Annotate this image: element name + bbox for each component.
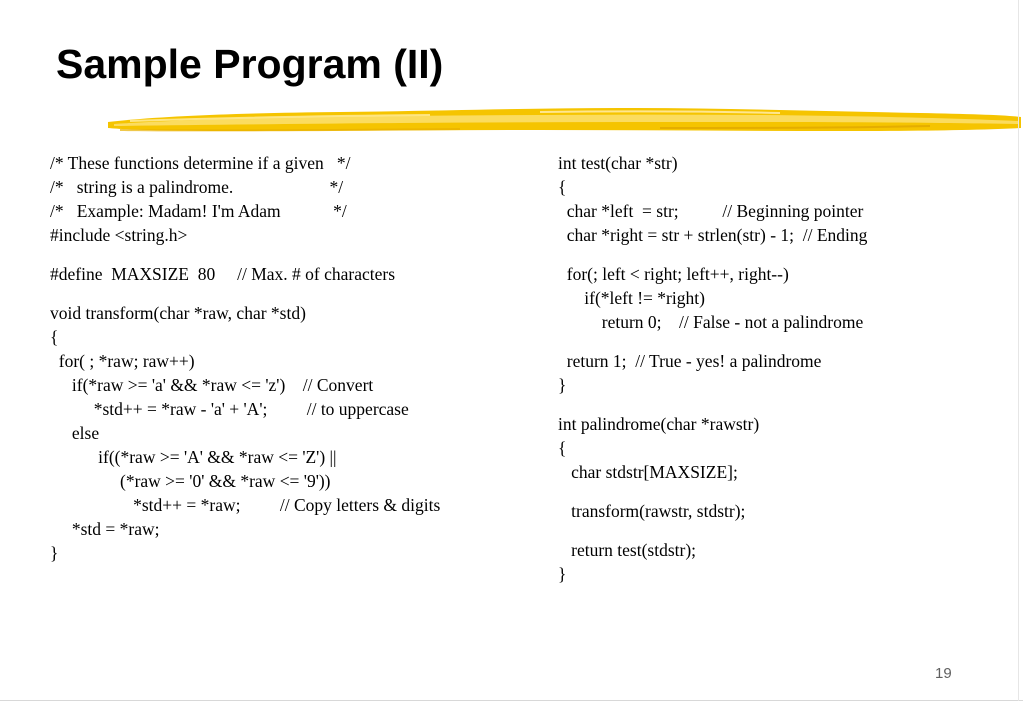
left-code-column bbox=[50, 151, 520, 571]
code-line: else bbox=[50, 423, 100, 443]
code-line: int test(char *str) bbox=[558, 153, 678, 173]
code-line: (*raw >= '0' && *raw <= '9')) bbox=[50, 471, 331, 491]
code-line: return 0; // False - not a palindrome bbox=[558, 312, 864, 332]
code-line: { bbox=[558, 438, 567, 458]
code-line: for( ; *raw; raw++) bbox=[50, 351, 195, 371]
code-line: char stdstr[MAXSIZE]; bbox=[558, 462, 738, 482]
code-line: if(*left != *right) bbox=[558, 288, 705, 308]
code-line: #define MAXSIZE 80 // Max. # of characters bbox=[50, 264, 396, 284]
code-line: *std++ = *raw - 'a' + 'A'; // to uppercase bbox=[50, 399, 409, 419]
code-line: } bbox=[558, 375, 567, 395]
code-line: { bbox=[558, 177, 567, 197]
code-line: int palindrome(char *rawstr) bbox=[558, 414, 760, 434]
code-line: for(; left < right; left++, right--) bbox=[558, 264, 789, 284]
page-number: 19 bbox=[935, 665, 952, 682]
code-line: } bbox=[558, 564, 567, 584]
right-divider bbox=[1018, 0, 1019, 701]
code-line: transform(rawstr, stdstr); bbox=[558, 501, 746, 521]
code-line: char *right = str + strlen(str) - 1; // Ending bbox=[558, 225, 868, 245]
bottom-divider bbox=[0, 700, 1023, 701]
code-line: /* string is a palindrome. */ bbox=[50, 177, 344, 197]
code-line: return 1; // True - yes! a palindrome bbox=[558, 351, 822, 371]
code-line: *std = *raw; bbox=[50, 519, 160, 539]
code-line: if((*raw >= 'A' && *raw <= 'Z') || bbox=[50, 447, 337, 467]
code-line: return test(stdstr); bbox=[558, 540, 697, 560]
code-line: { bbox=[50, 327, 59, 347]
slide-title: Sample Program (II) bbox=[56, 41, 444, 87]
code-line: *std++ = *raw; // Copy letters & digits bbox=[50, 495, 441, 515]
code-line: if(*raw >= 'a' && *raw <= 'z') // Convert bbox=[50, 375, 374, 395]
code-line: #include <string.h> bbox=[50, 225, 188, 245]
code-line: /* Example: Madam! I'm Adam */ bbox=[50, 201, 347, 221]
right-code-column bbox=[558, 151, 998, 591]
code-line: /* These functions determine if a given */ bbox=[50, 153, 351, 173]
code-line: void transform(char *raw, char *std) bbox=[50, 303, 306, 323]
code-line: } bbox=[50, 543, 59, 563]
brush-stroke-underline bbox=[100, 100, 1023, 140]
code-line: char *left = str; // Beginning pointer bbox=[558, 201, 864, 221]
